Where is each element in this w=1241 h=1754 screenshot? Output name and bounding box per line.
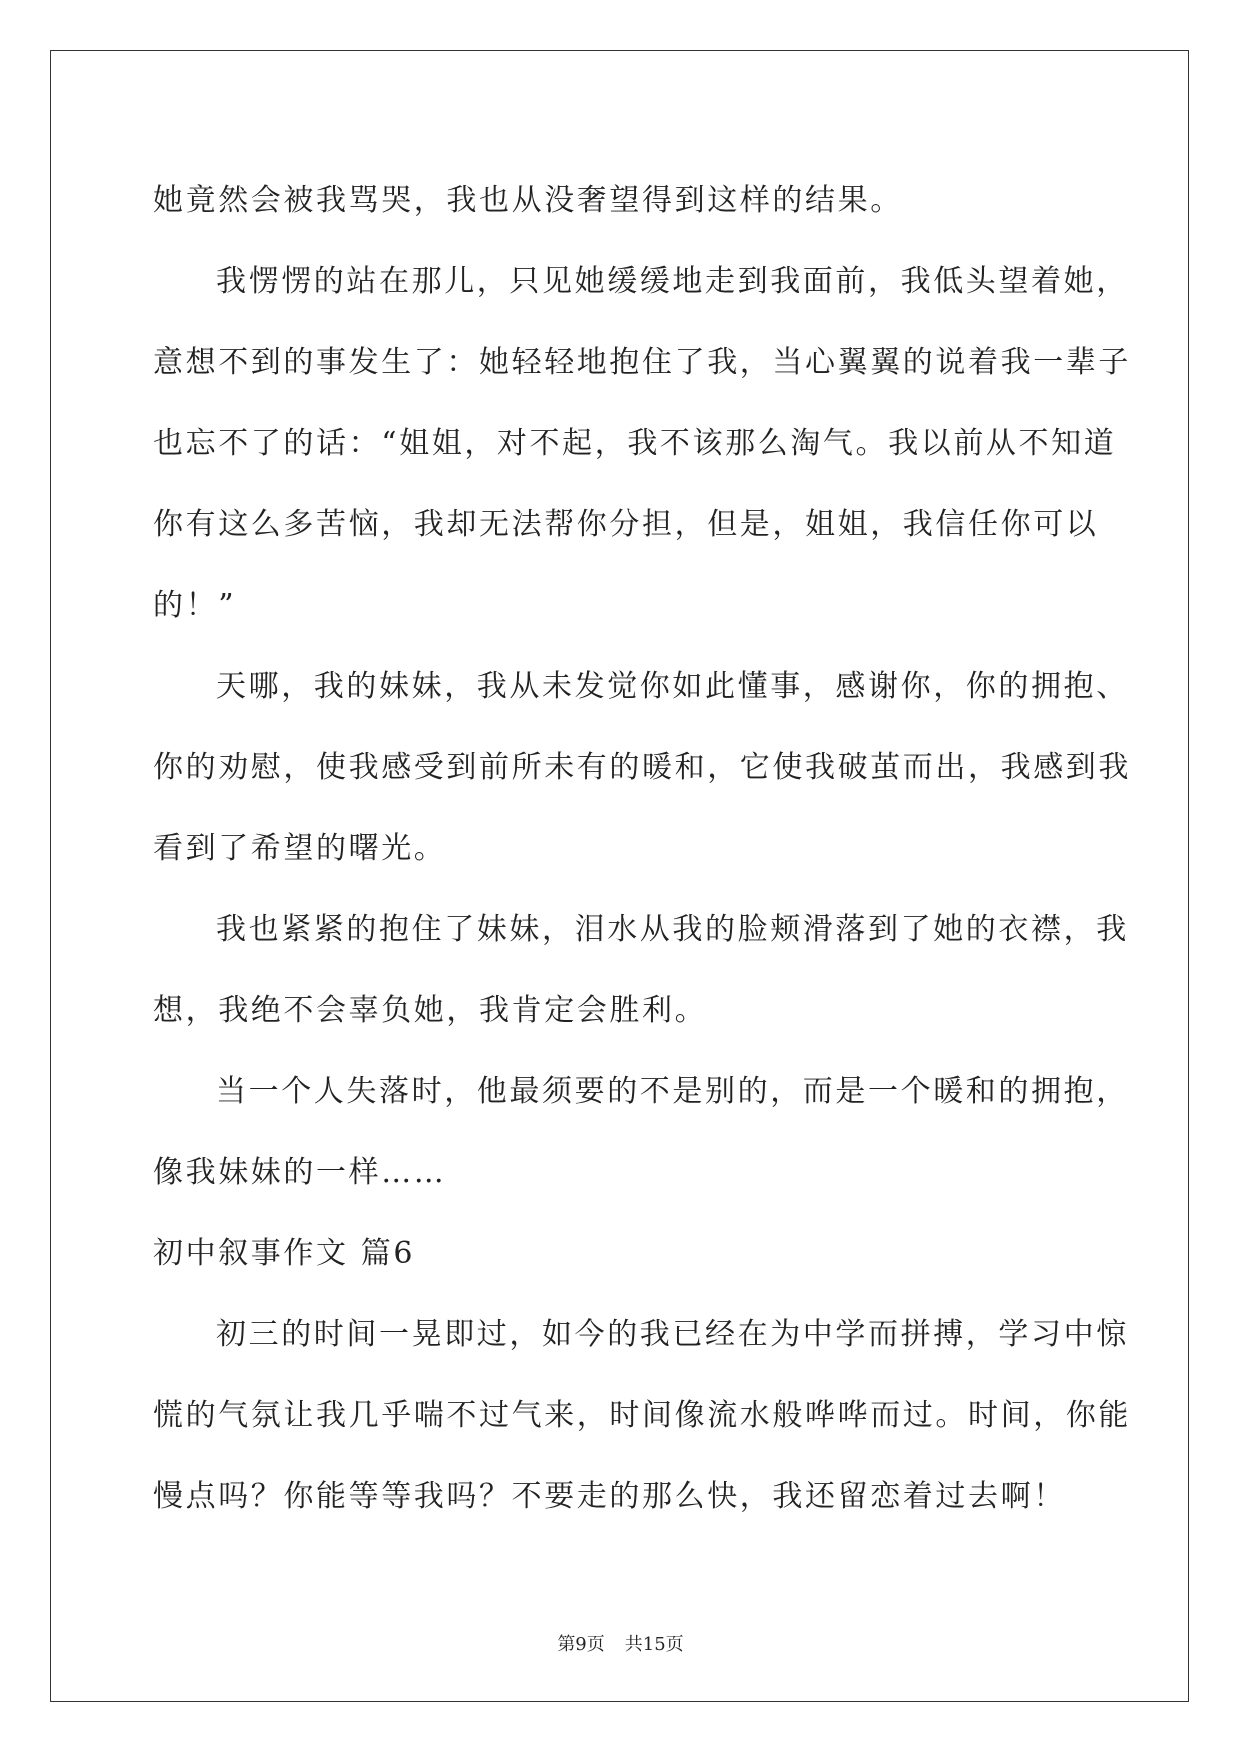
paragraph-line: 想，我绝不会辜负她，我肯定会胜利。 (153, 993, 708, 1028)
paragraph-line: 你的劝慰，使我感受到前所未有的暖和，它使我破茧而出，我感到我 (153, 750, 1131, 785)
paragraph-line: 像我妹妹的一样…… (153, 1155, 447, 1190)
paragraph-line: 慌的气氛让我几乎喘不过气来，时间像流水般哗哗而过。时间，你能 (153, 1398, 1131, 1433)
paragraph-line: 也忘不了的话：“姐姐，对不起，我不该那么淘气。我以前从不知道 (153, 426, 1117, 461)
paragraph-line: 我也紧紧的抱住了妹妹，泪水从我的脸颊滑落到了她的衣襟，我 (216, 912, 1129, 947)
document-body (153, 160, 1131, 1537)
paragraph-line: 看到了希望的曙光。 (153, 831, 447, 866)
page-total: 共15页 (624, 1634, 684, 1655)
paragraph-line: 天哪，我的妹妹，我从未发觉你如此懂事，感谢你，你的拥抱、 (216, 669, 1129, 704)
paragraph-line: 当一个人失落时，他最须要的不是别的，而是一个暖和的拥抱， (216, 1074, 1129, 1109)
page-footer (0, 1630, 1241, 1656)
paragraph-line: 你有这么多苦恼，我却无法帮你分担，但是，姐姐，我信任你可以 (153, 507, 1099, 542)
section-heading: 初中叙事作文 篇6 (153, 1236, 416, 1271)
paragraph-line: 我愣愣的站在那儿，只见她缓缓地走到我面前，我低头望着她， (216, 264, 1129, 299)
paragraph-line: 意想不到的事发生了：她轻轻地抱住了我，当心翼翼的说着我一辈子 (153, 345, 1131, 380)
paragraph-line: 初三的时间一晃即过，如今的我已经在为中学而拼搏，学习中惊 (216, 1317, 1129, 1352)
paragraph-line: 慢点吗？你能等等我吗？不要走的那么快，我还留恋着过去啊！ (153, 1479, 1066, 1514)
page-number: 第9页 (557, 1634, 605, 1655)
paragraph-line: 的！” (153, 588, 237, 623)
paragraph-line: 她竟然会被我骂哭，我也从没奢望得到这样的结果。 (153, 183, 903, 218)
